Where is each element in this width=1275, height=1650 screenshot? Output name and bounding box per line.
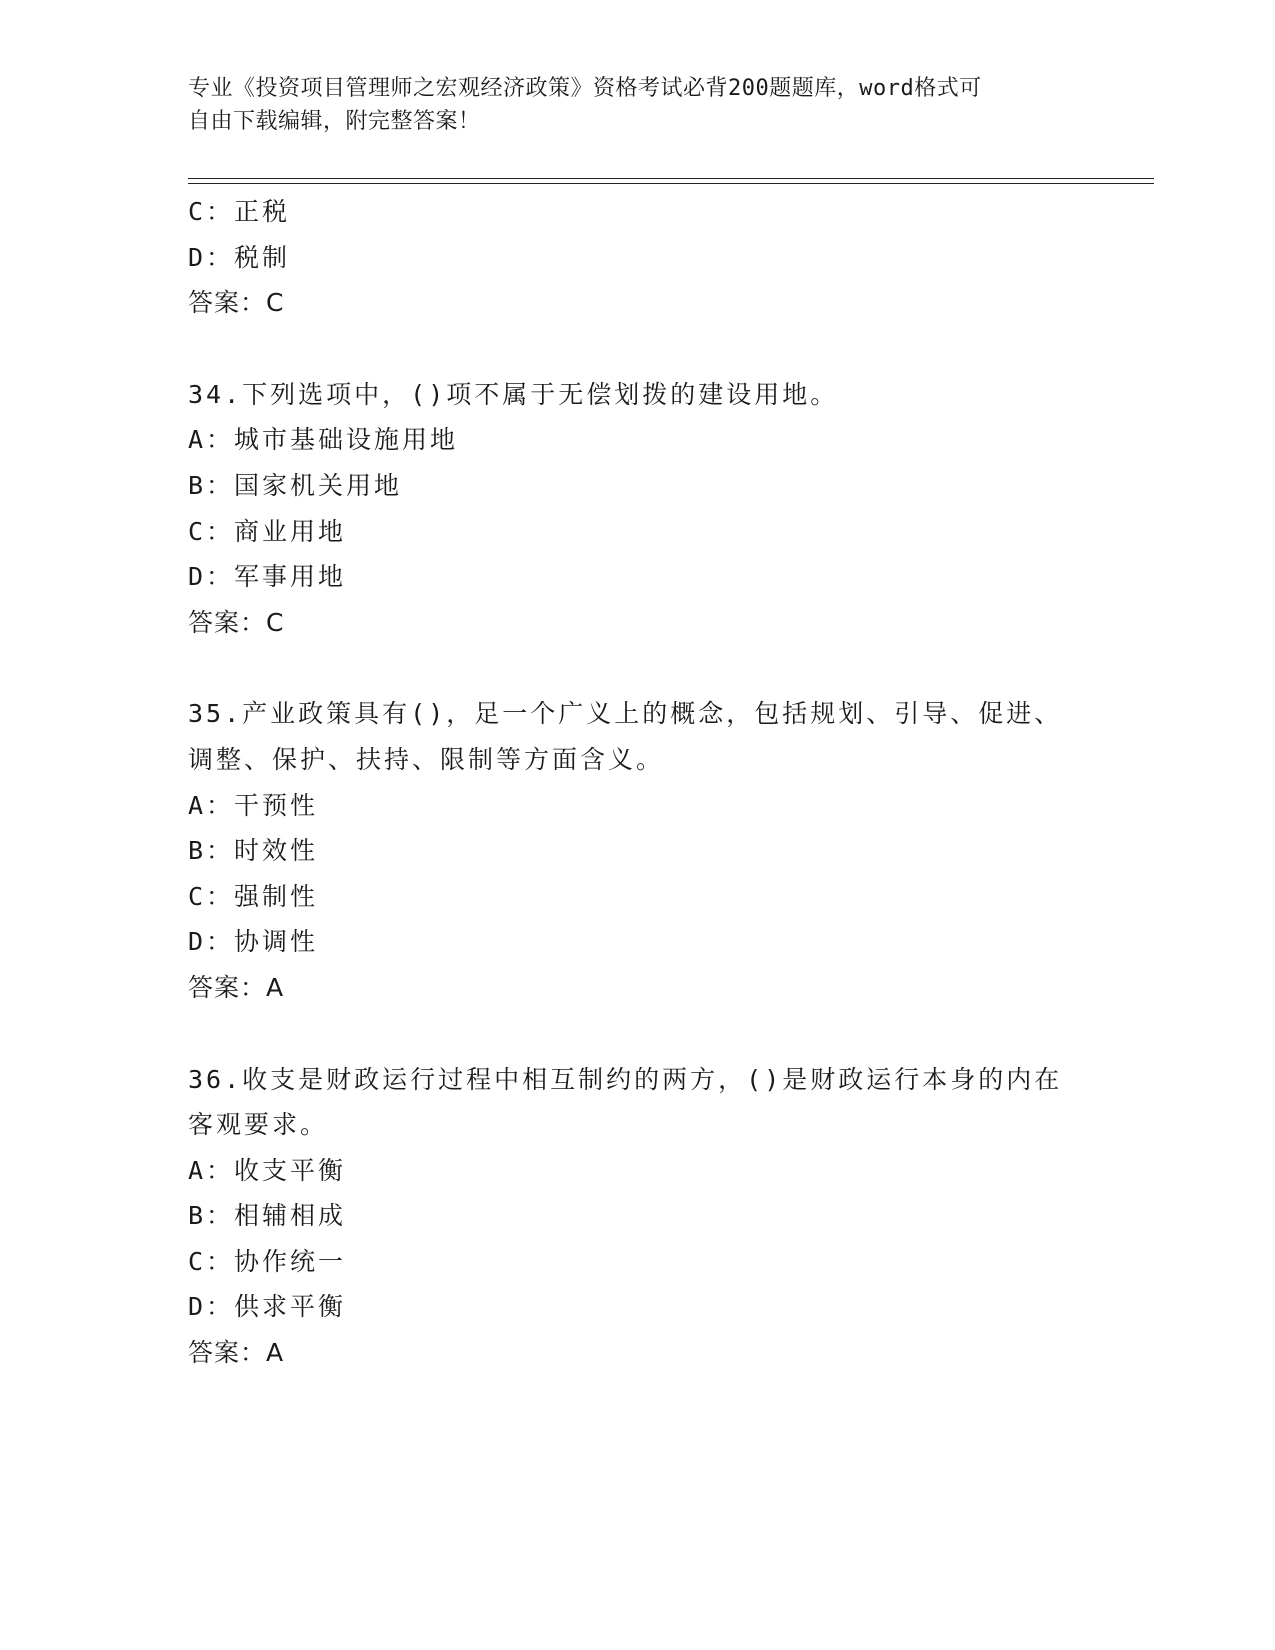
option-a: A：收支平衡 [188, 1155, 347, 1185]
question-block-34 [188, 372, 1088, 646]
question-stem-line-2: 客观要求。 [188, 1110, 329, 1140]
answer: 答案：A [188, 1338, 285, 1368]
question-block-35 [188, 691, 1088, 1010]
document-header [188, 72, 1068, 138]
option-c: C：商业用地 [188, 516, 347, 546]
option-d: D：协调性 [188, 927, 319, 957]
option-c: C：正税 [188, 197, 291, 226]
option-d: D：供求平衡 [188, 1292, 347, 1322]
question-stem-line-1: 36.收支是财政运行过程中相互制约的两方，()是财政运行本身的内在 [188, 1064, 1063, 1094]
option-d: D：税制 [188, 242, 291, 272]
option-b: B：时效性 [188, 836, 319, 866]
spacer [188, 1011, 1088, 1057]
question-stem-line-2: 调整、保护、扶持、限制等方面含义。 [188, 744, 665, 774]
header-divider-top [188, 178, 1154, 179]
question-block-36 [188, 1057, 1088, 1376]
answer: 答案：A [188, 972, 285, 1002]
option-b: B：相辅相成 [188, 1201, 347, 1231]
header-divider-bottom [188, 183, 1154, 184]
spacer [188, 326, 1088, 372]
question-stem-line-1: 35.产业政策具有()，足一个广义上的概念，包括规划、引导、促进、 [188, 699, 1063, 729]
option-b: B：国家机关用地 [188, 470, 403, 500]
option-a: A：干预性 [188, 790, 319, 820]
document-body [188, 189, 1088, 1376]
answer: 答案：C [188, 607, 285, 637]
question-block-prev [188, 189, 1088, 326]
question-stem: 34.下列选项中，()项不属于无偿划拨的建设用地。 [188, 379, 839, 409]
header-line-1: 专业《投资项目管理师之宏观经济政策》资格考试必背200题题库，word格式可 [188, 76, 982, 101]
option-c: C：协作统一 [188, 1246, 347, 1276]
spacer [188, 645, 1088, 691]
option-d: D：军事用地 [188, 562, 347, 592]
answer: 答案：C [188, 288, 285, 318]
option-a: A：城市基础设施用地 [188, 425, 459, 455]
header-line-2: 自由下载编辑，附完整答案！ [188, 109, 481, 134]
option-c: C：强制性 [188, 881, 319, 911]
